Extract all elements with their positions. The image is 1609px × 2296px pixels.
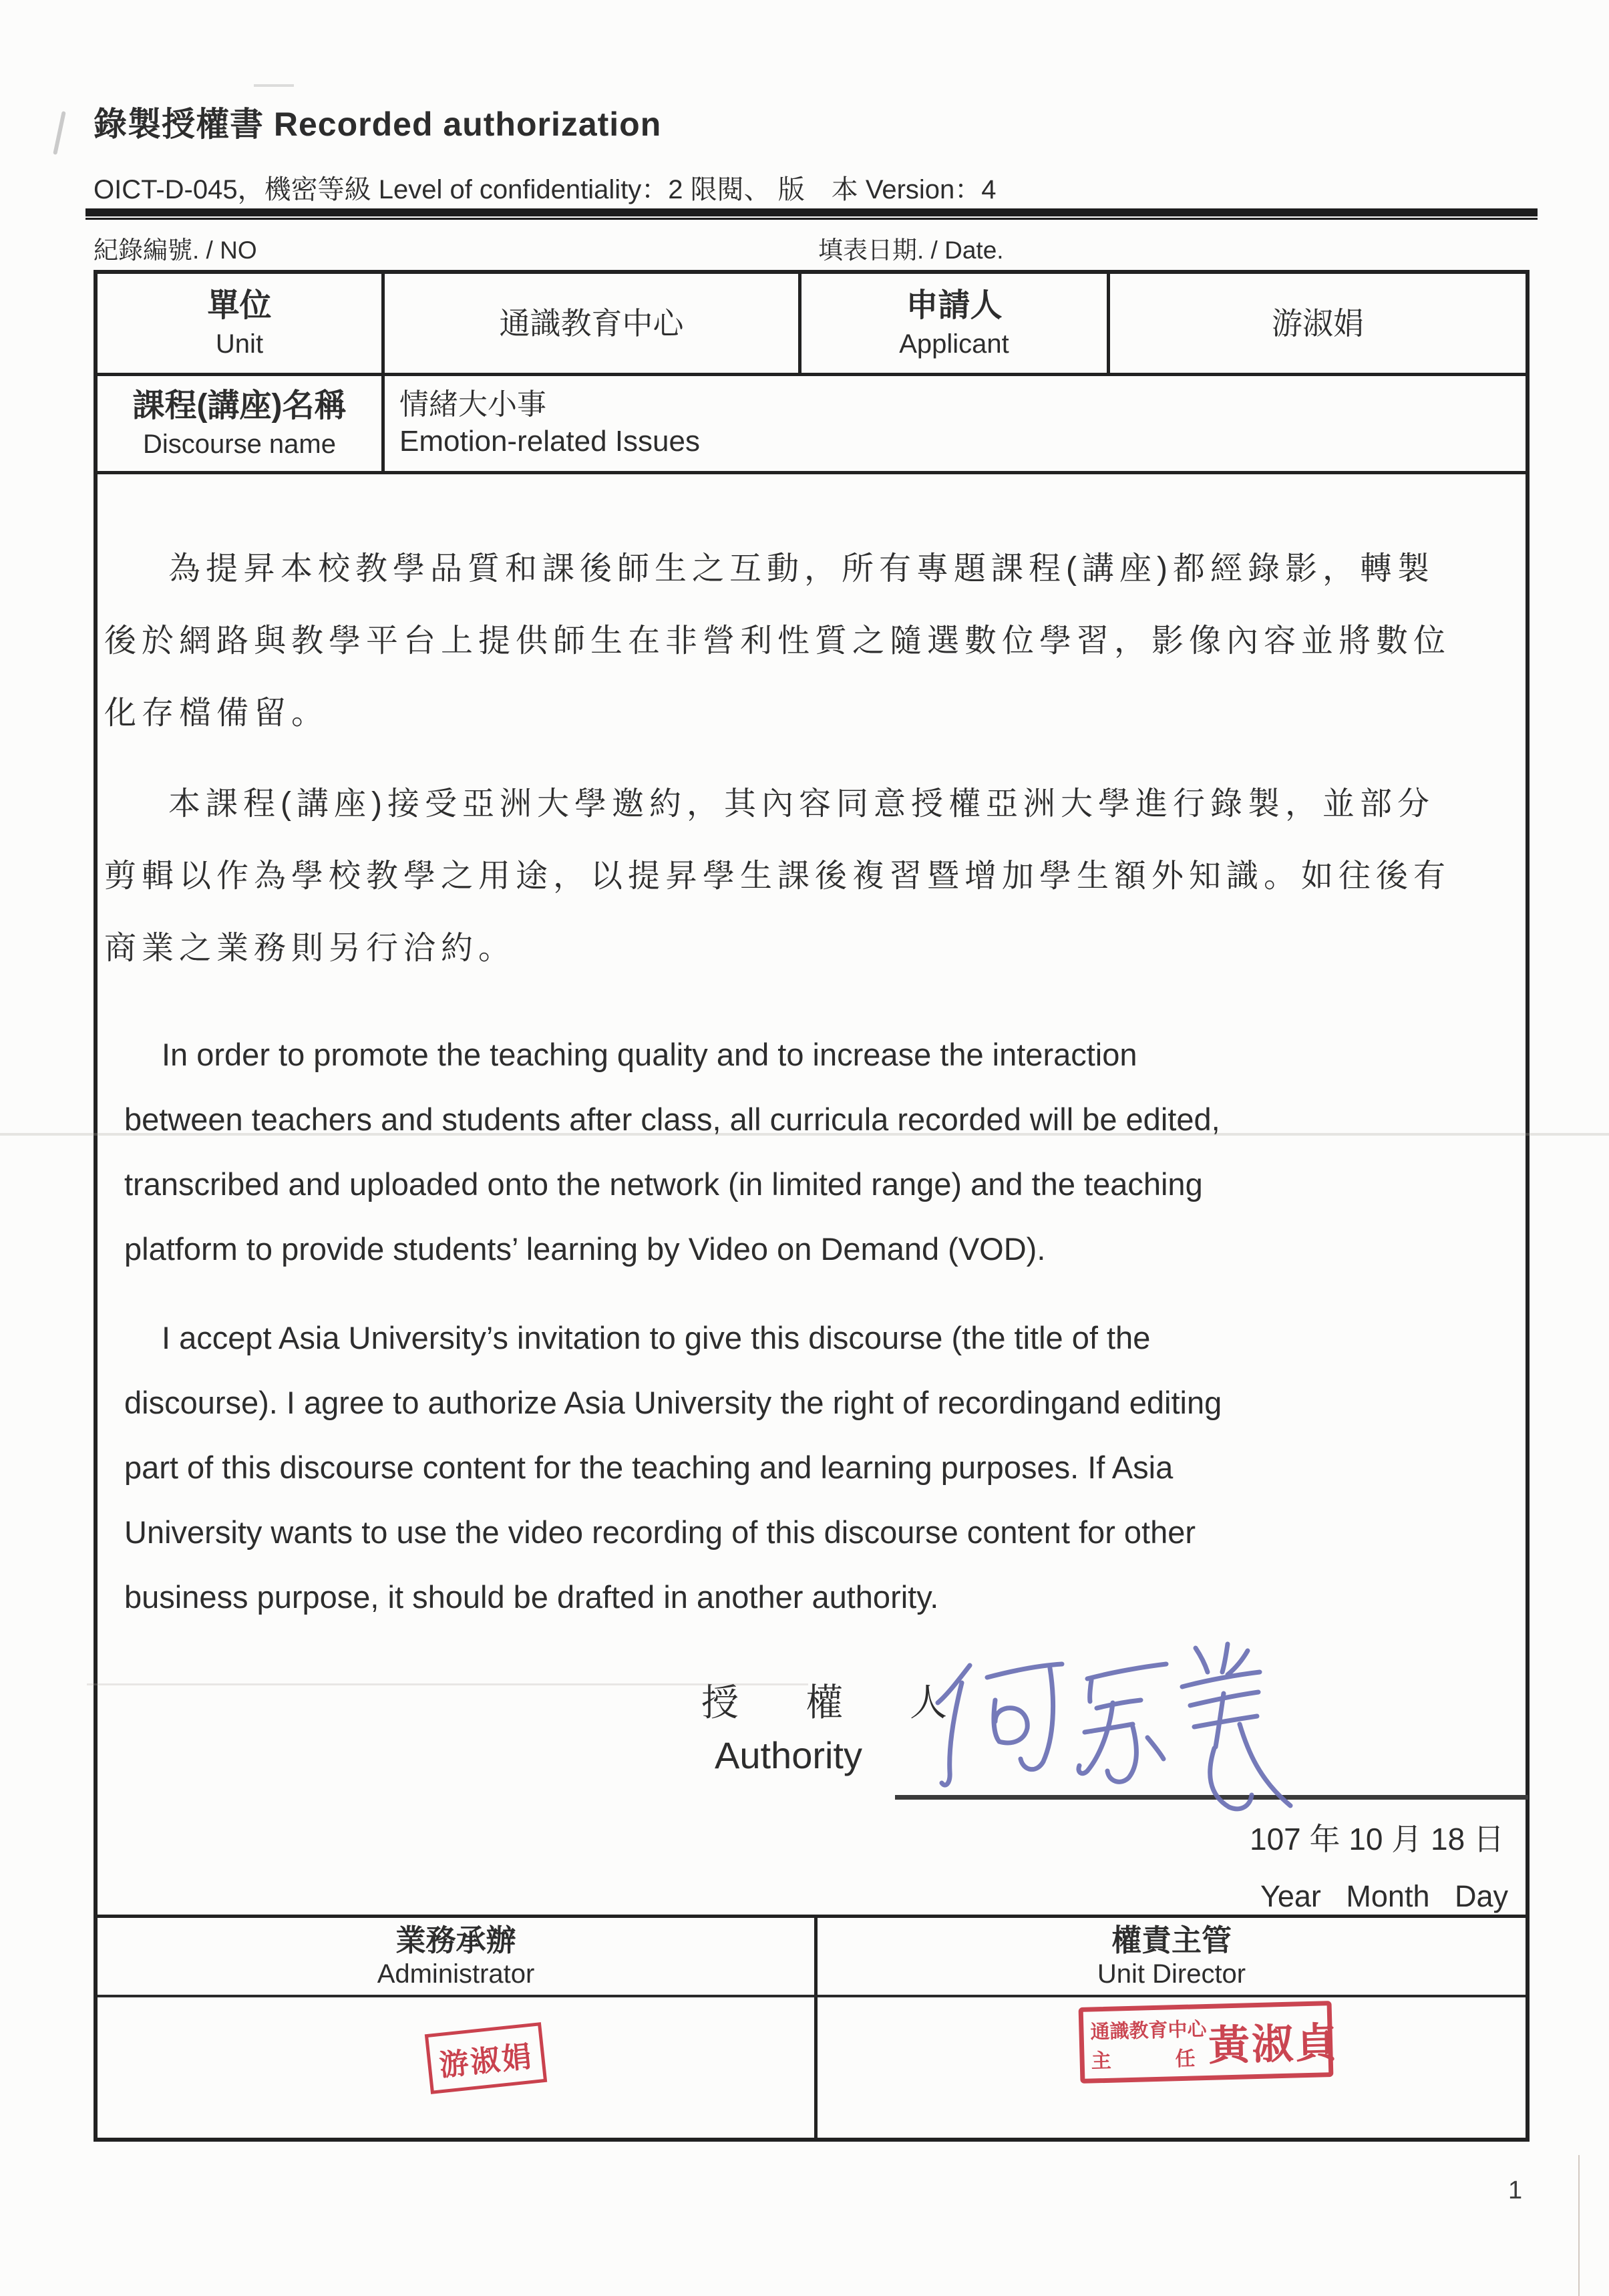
applicant-value-cell — [1110, 274, 1526, 373]
doc-confidentiality-line: OICT-D-045，機密等級 Level of confidentiality：2 限閱、 版 本 Version：4 — [94, 175, 997, 204]
agreement-body — [98, 474, 1526, 1918]
approval-header-row — [98, 1918, 1526, 1997]
discourse-label-cell — [98, 376, 385, 471]
admin-name-stamp: 游淑娟 — [425, 2022, 547, 2094]
info-row-unit-applicant — [98, 274, 1526, 376]
applicant-value: 游淑娟 — [1272, 305, 1364, 341]
signature-area — [104, 1649, 1513, 1804]
director-stamp-name: 黃淑貞 — [1208, 2019, 1340, 2070]
scan-edge-artifact — [1578, 2155, 1580, 2296]
form-date-units: Year Month Day — [1260, 1879, 1508, 1913]
admin-label-en: Administrator — [377, 1959, 535, 1989]
director-label-cell — [818, 1918, 1526, 1995]
zh-paragraph-1: 為提昇本校教學品質和課後師生之互動，所有專題課程(講座)都經錄影，轉製 後於網路與教學平台上提供師生在非營利性質之隨選數位學習，影像內容並將數位 化存檔備留。 — [104, 551, 1451, 731]
record-no-label: 紀錄編號. / NO — [94, 236, 257, 264]
director-label-en: Unit Director — [1097, 1959, 1246, 1989]
discourse-label-zh: 課程(講座)名稱 — [132, 388, 347, 424]
discourse-value-zh: 情緒大小事 — [399, 388, 546, 422]
form-table — [94, 270, 1530, 2142]
unit-label-en: Unit — [215, 329, 264, 359]
unit-value: 通識教育中心 — [499, 305, 684, 341]
authority-signature — [912, 1631, 1340, 1831]
en-paragraph-2: I accept Asia University’s invitation to give this discourse (the title of the discourse). I agree to authorize Asia University the right of recordingand editing part of this discourse content for the teaching and learning purposes. If Asia University wants to use the video recording of this discourse content for other business purpose, it should be drafted in another authority. — [124, 1320, 1222, 1615]
admin-label-cell — [98, 1918, 818, 1995]
admin-stamp-cell — [98, 1997, 818, 2138]
director-stamp-cell — [818, 1997, 1526, 2138]
page-number: 1 — [1508, 2176, 1523, 2204]
applicant-label-en: Applicant — [899, 329, 1009, 359]
page-title: 錄製授權書 Recorded authorization — [94, 106, 662, 143]
director-stamp-org-block — [1090, 2014, 1208, 2074]
discourse-label-en: Discourse name — [142, 429, 336, 459]
scan-edge-artifact — [254, 84, 294, 87]
unit-value-cell — [385, 274, 801, 373]
zh-paragraph-2: 本課程(講座)接受亞洲大學邀約，其內容同意授權亞洲大學進行錄製，並部分 剪輯以作為學校教學之用途，以提昇學生課後複習暨增加學生額外知識。如往後有 商業之業務則另行洽約。 — [104, 786, 1451, 966]
director-stamp-org: 通識教育中心 — [1090, 2018, 1207, 2043]
en-paragraph-1: In order to promote the teaching quality and to increase the interaction between teachers and students after class, all curricula recorded will be edited, transcribed and uploaded onto the network (in limited range) and the teaching platform to provide students’ learning by Video on Demand (VOD). — [124, 1037, 1220, 1267]
discourse-value-cell — [385, 376, 1526, 471]
record-meta-row — [94, 230, 1530, 266]
form-date: 107 年 10 月 18 日 — [1250, 1822, 1504, 1856]
authority-label-zh: 授 權 人 — [701, 1681, 962, 1724]
approval-stamp-row — [98, 1997, 1526, 2138]
applicant-label-cell — [801, 274, 1110, 373]
unit-label-cell — [98, 274, 385, 373]
director-label-zh: 權責主管 — [1111, 1923, 1232, 1957]
applicant-label-zh: 申請人 — [906, 288, 1003, 324]
director-name-stamp — [1079, 2001, 1340, 2084]
discourse-value-en: Emotion-related Issues — [399, 425, 700, 458]
director-stamp-title-left: 主 — [1091, 2049, 1112, 2073]
scan-pen-mark-artifact — [53, 111, 66, 155]
director-stamp-title-right: 任 — [1175, 2047, 1196, 2071]
signature-name-text — [104, 1649, 105, 1650]
header-divider — [85, 208, 1538, 220]
admin-label-zh: 業務承辦 — [395, 1923, 516, 1957]
director-stamp-title — [1091, 2041, 1208, 2074]
fill-date-label: 填表日期. / Date. — [818, 236, 1004, 264]
unit-label-zh: 單位 — [207, 288, 272, 324]
info-row-discourse — [98, 376, 1526, 474]
authority-label-en: Authority — [715, 1734, 862, 1776]
